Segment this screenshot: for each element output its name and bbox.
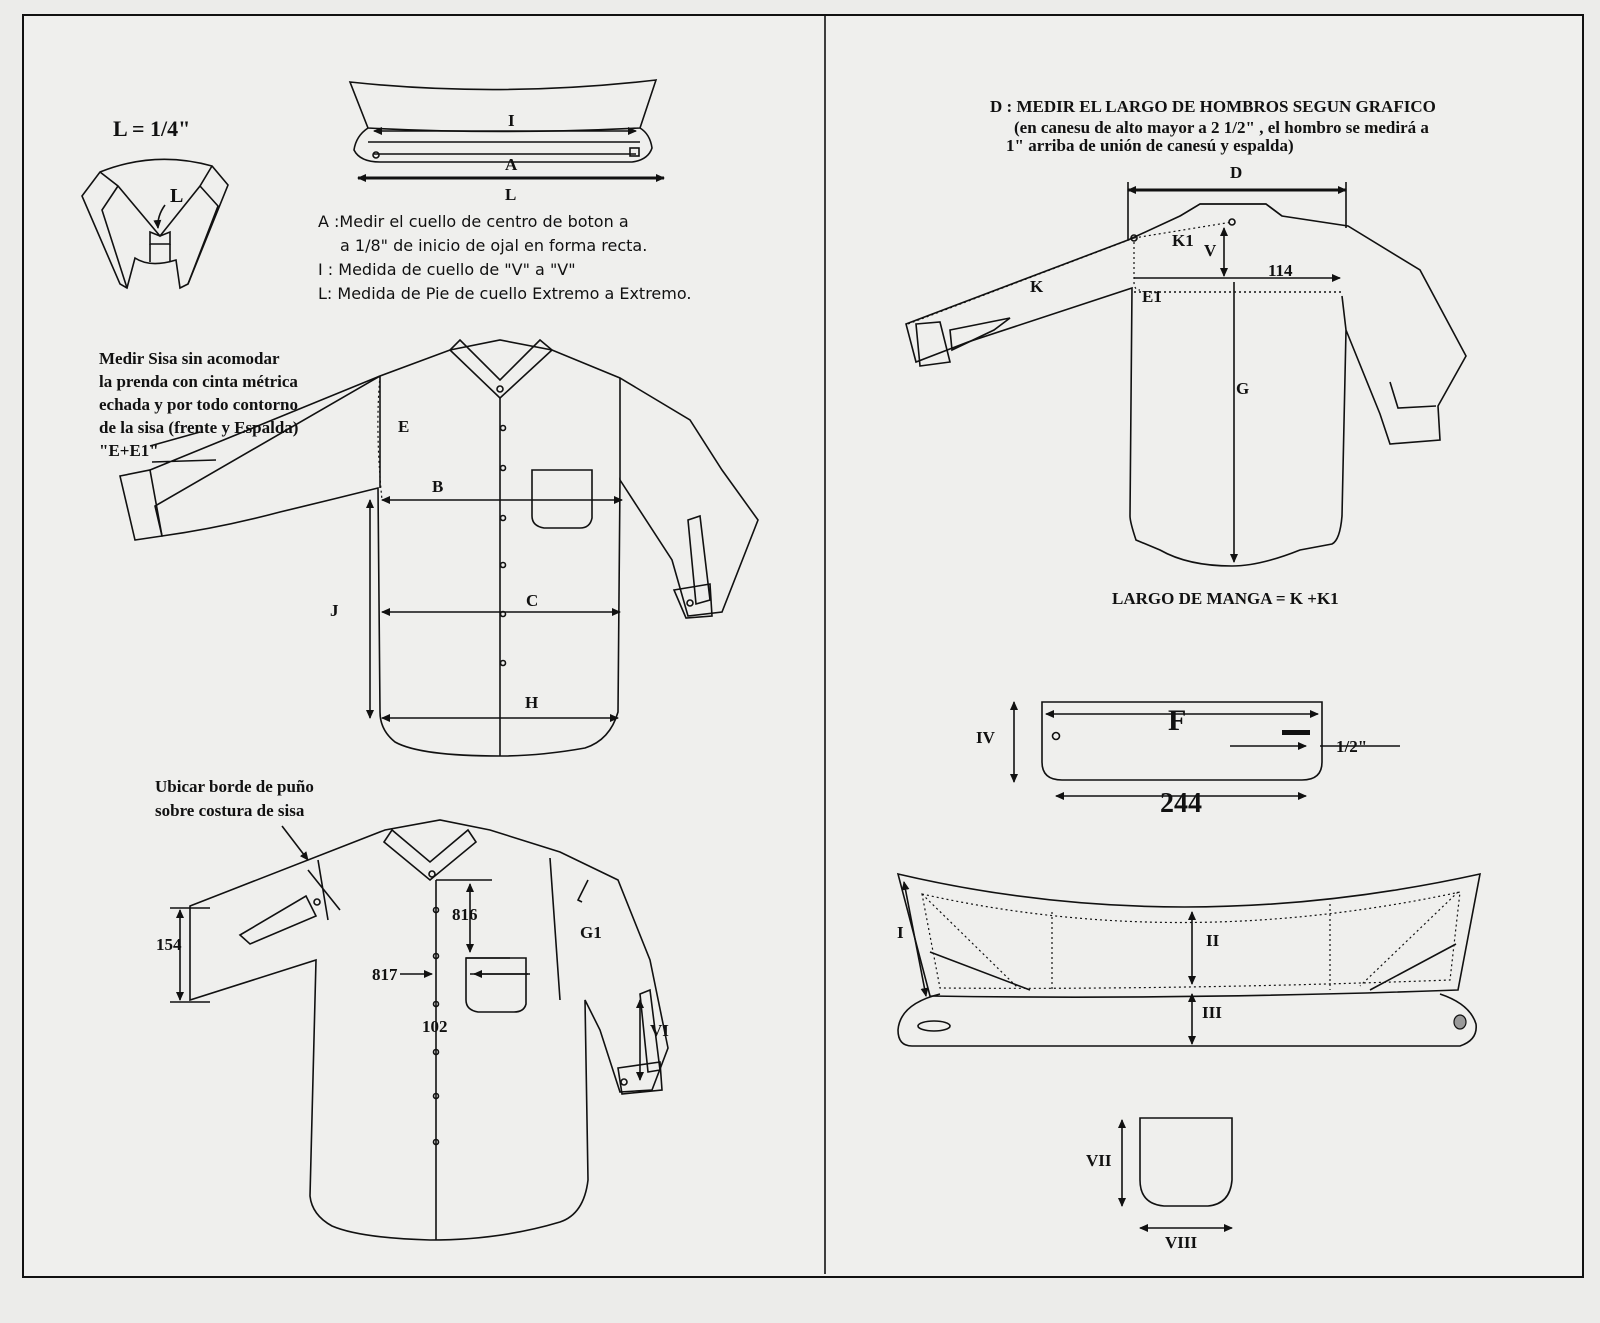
front-shirt-2-figure (156, 820, 669, 1240)
collar-band-a: A (505, 155, 518, 174)
front2-label-817: 817 (372, 965, 398, 984)
sisa-note (99, 349, 298, 460)
cuff-note (155, 777, 314, 860)
back-label-e1: E1 (1142, 287, 1162, 306)
back-label-g: G (1236, 379, 1250, 398)
shoulder-title: D : MEDIR EL LARGO DE HOMBROS SEGUN GRAFICO (990, 97, 1436, 116)
front2-label-vi: VI (650, 1021, 669, 1040)
front-label-e: E (398, 417, 410, 436)
front2-label-102: 102 (422, 1017, 448, 1036)
front-label-h: H (525, 693, 539, 712)
sleeve-formula: LARGO DE MANGA = K +K1 (1112, 589, 1339, 608)
collar-point-figure (82, 116, 228, 288)
collar-note-1: A :Medir el cuello de centro de boton a (318, 212, 629, 231)
back-label-d: D (1230, 163, 1243, 182)
sisa-note-1: Medir Sisa sin acomodar (99, 349, 280, 368)
pocket-label-viii: VIII (1165, 1233, 1198, 1252)
back-shirt-figure (906, 163, 1466, 566)
front-label-c: C (526, 591, 539, 610)
collar-formula: L = 1/4" (113, 116, 191, 141)
pocket-label-vii: VII (1086, 1151, 1112, 1170)
front-label-j: J (330, 601, 339, 620)
collar-band-l: L (505, 185, 517, 204)
collar-point-label: L (170, 185, 184, 207)
collar-large-figure (897, 874, 1480, 1046)
back-label-v: V (1204, 241, 1217, 260)
shoulder-sub-2: 1" arriba de unión de canesú y espalda) (1006, 136, 1294, 155)
shoulder-note (990, 97, 1436, 155)
shoulder-sub-1: (en canesu de alto mayor a 2 1/2" , el hombro se medirá a (1014, 118, 1429, 137)
front2-label-154: 154 (156, 935, 182, 954)
front2-label-g1: G1 (580, 923, 602, 942)
cuff-note-1: Ubicar borde de puño (155, 777, 314, 796)
cuff-note-2: sobre costura de sisa (155, 801, 305, 820)
cuff-label-iv: IV (976, 728, 995, 747)
collar2-label-ii: II (1206, 931, 1220, 950)
collar2-label-iii: III (1202, 1003, 1222, 1022)
cuff-figure (976, 702, 1400, 819)
front-label-b: B (432, 477, 444, 496)
front2-label-816: 816 (452, 905, 478, 924)
back-label-k: K (1030, 277, 1044, 296)
sisa-note-3: echada y por todo contorno (99, 395, 298, 414)
cuff-label-244: 244 (1160, 788, 1202, 819)
collar-band-figure (350, 80, 664, 204)
cuff-label-half: 1/2" (1336, 737, 1368, 756)
collar-band-i: I (508, 111, 515, 130)
collar-note-2: a 1/8" de inicio de ojal en forma recta. (340, 236, 648, 255)
collar2-label-i: I (897, 923, 904, 942)
front-buttons (501, 426, 506, 666)
back-label-k1: K1 (1172, 231, 1194, 250)
sisa-note-2: la prenda con cinta métrica (99, 372, 298, 391)
collar-notes (318, 212, 691, 303)
collar-note-3: I : Medida de cuello de "V" a "V" (318, 260, 576, 279)
back-label-114: 114 (1268, 261, 1293, 280)
collar-note-4: L: Medida de Pie de cuello Extremo a Extremo. (318, 284, 692, 303)
sisa-note-4: de la sisa (frente y Espalda) (99, 418, 299, 437)
sisa-note-5: "E+E1" (99, 441, 159, 460)
pocket-figure (1086, 1118, 1232, 1252)
cuff-label-f: F (1168, 704, 1187, 737)
